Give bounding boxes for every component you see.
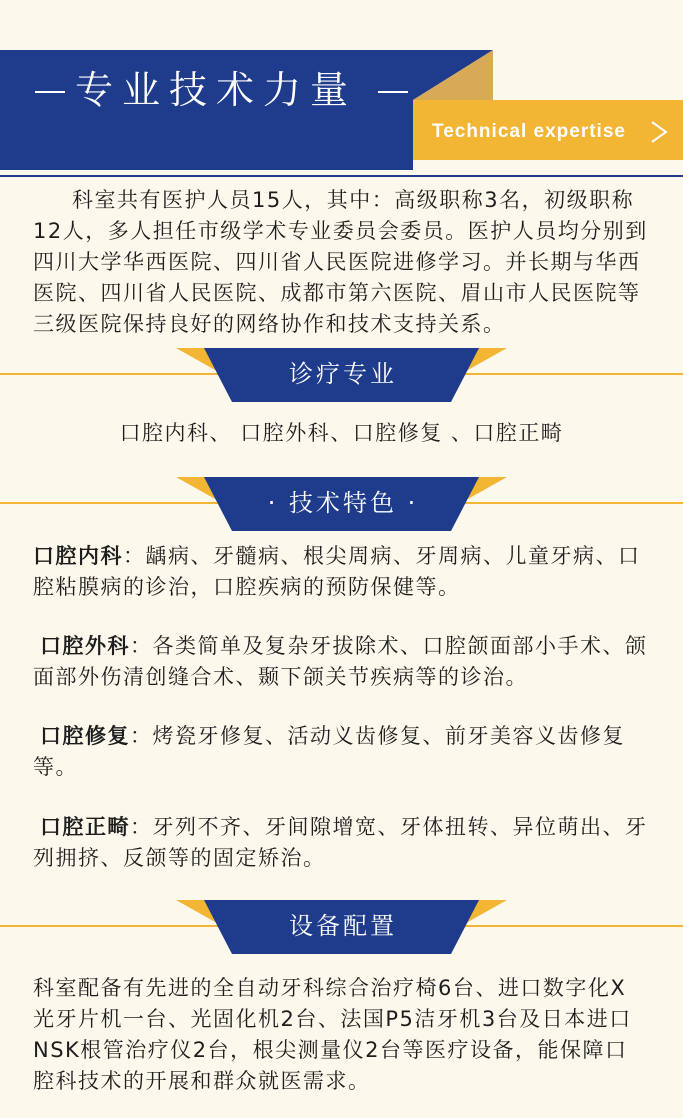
feature-text: ：烤瓷牙修复、活动义齿修复、前牙美容义齿修复 — [130, 724, 625, 748]
intro-line: 三级医院保持良好的网络协作和技术支持关系。 — [33, 312, 506, 336]
intro-line: 科室共有医护人员15人，其中：高级职称3名，初级职称 — [72, 188, 635, 212]
intro-line: 12人，多人担任市级学术专业委员会委员。医护人员均分别到 — [33, 219, 648, 243]
page-title: 专业技术力量 — [75, 68, 358, 112]
feature-label: 口腔外科 — [40, 634, 130, 658]
title-dash-right — [378, 91, 408, 93]
intro-line: 四川大学华西医院、四川省人民医院进修学习。并长期与华西 — [33, 250, 641, 274]
section-title: · 技术特色 · — [267, 489, 419, 517]
intro-line: 医院、四川省人民医院、成都市第六医院、眉山市人民医院等 — [33, 281, 641, 305]
feature-label: 口腔修复 — [40, 724, 130, 748]
feature-line: 腔粘膜病的诊治，口腔疾病的预防保健等。 — [33, 575, 461, 599]
feature-line — [33, 541, 653, 572]
feature-label: 口腔内科 — [33, 544, 123, 568]
title-dash-left — [35, 91, 65, 93]
header-divider — [0, 175, 683, 177]
feature-line — [33, 721, 653, 752]
feature-line: 面部外伤清创缝合术、颞下颌关节疾病等的诊治。 — [33, 665, 528, 689]
equipment-line: 科室配备有先进的全自动牙科综合治疗椅6台、进口数字化X — [33, 976, 627, 1000]
feature-item — [33, 631, 653, 693]
intro-paragraph — [33, 185, 653, 340]
section-header-equipment — [0, 899, 683, 955]
feature-line — [33, 812, 653, 843]
feature-item — [33, 721, 653, 783]
feature-text: ：各类简单及复杂牙拔除术、口腔颌面部小手术、颌 — [130, 634, 648, 658]
feature-item — [33, 812, 653, 874]
feature-label: 口腔正畸 — [40, 815, 130, 839]
feature-text: ：牙列不齐、牙间隙增宽、牙体扭转、异位萌出、牙 — [130, 815, 648, 839]
feature-item — [33, 541, 653, 603]
section-title: 设备配置 — [289, 912, 397, 940]
header-banner — [0, 50, 683, 170]
equipment-line: 腔科技术的开展和群众就医需求。 — [33, 1069, 371, 1093]
feature-line: 列拥挤、反颌等的固定矫治。 — [33, 846, 326, 870]
equipment-line: 光牙片机一台、光固化机2台、法国P5洁牙机3台及日本进口 — [33, 1007, 632, 1031]
equipment-line: NSK根管治疗仪2台，根尖测量仪2台等医疗设备，能保障口 — [33, 1038, 628, 1062]
page-subtitle: Technical expertise — [432, 121, 626, 142]
section-header-features — [0, 476, 683, 532]
section-header-specialties — [0, 347, 683, 403]
specialties-list: 口腔内科、 口腔外科、口腔修复 、口腔正畸 — [119, 421, 564, 445]
feature-text: ：龋病、牙髓病、根尖周病、牙周病、儿童牙病、口 — [123, 544, 641, 568]
equipment-paragraph — [33, 973, 653, 1097]
feature-line: 等。 — [33, 755, 78, 779]
section-title: 诊疗专业 — [289, 360, 397, 388]
feature-line — [33, 631, 653, 662]
